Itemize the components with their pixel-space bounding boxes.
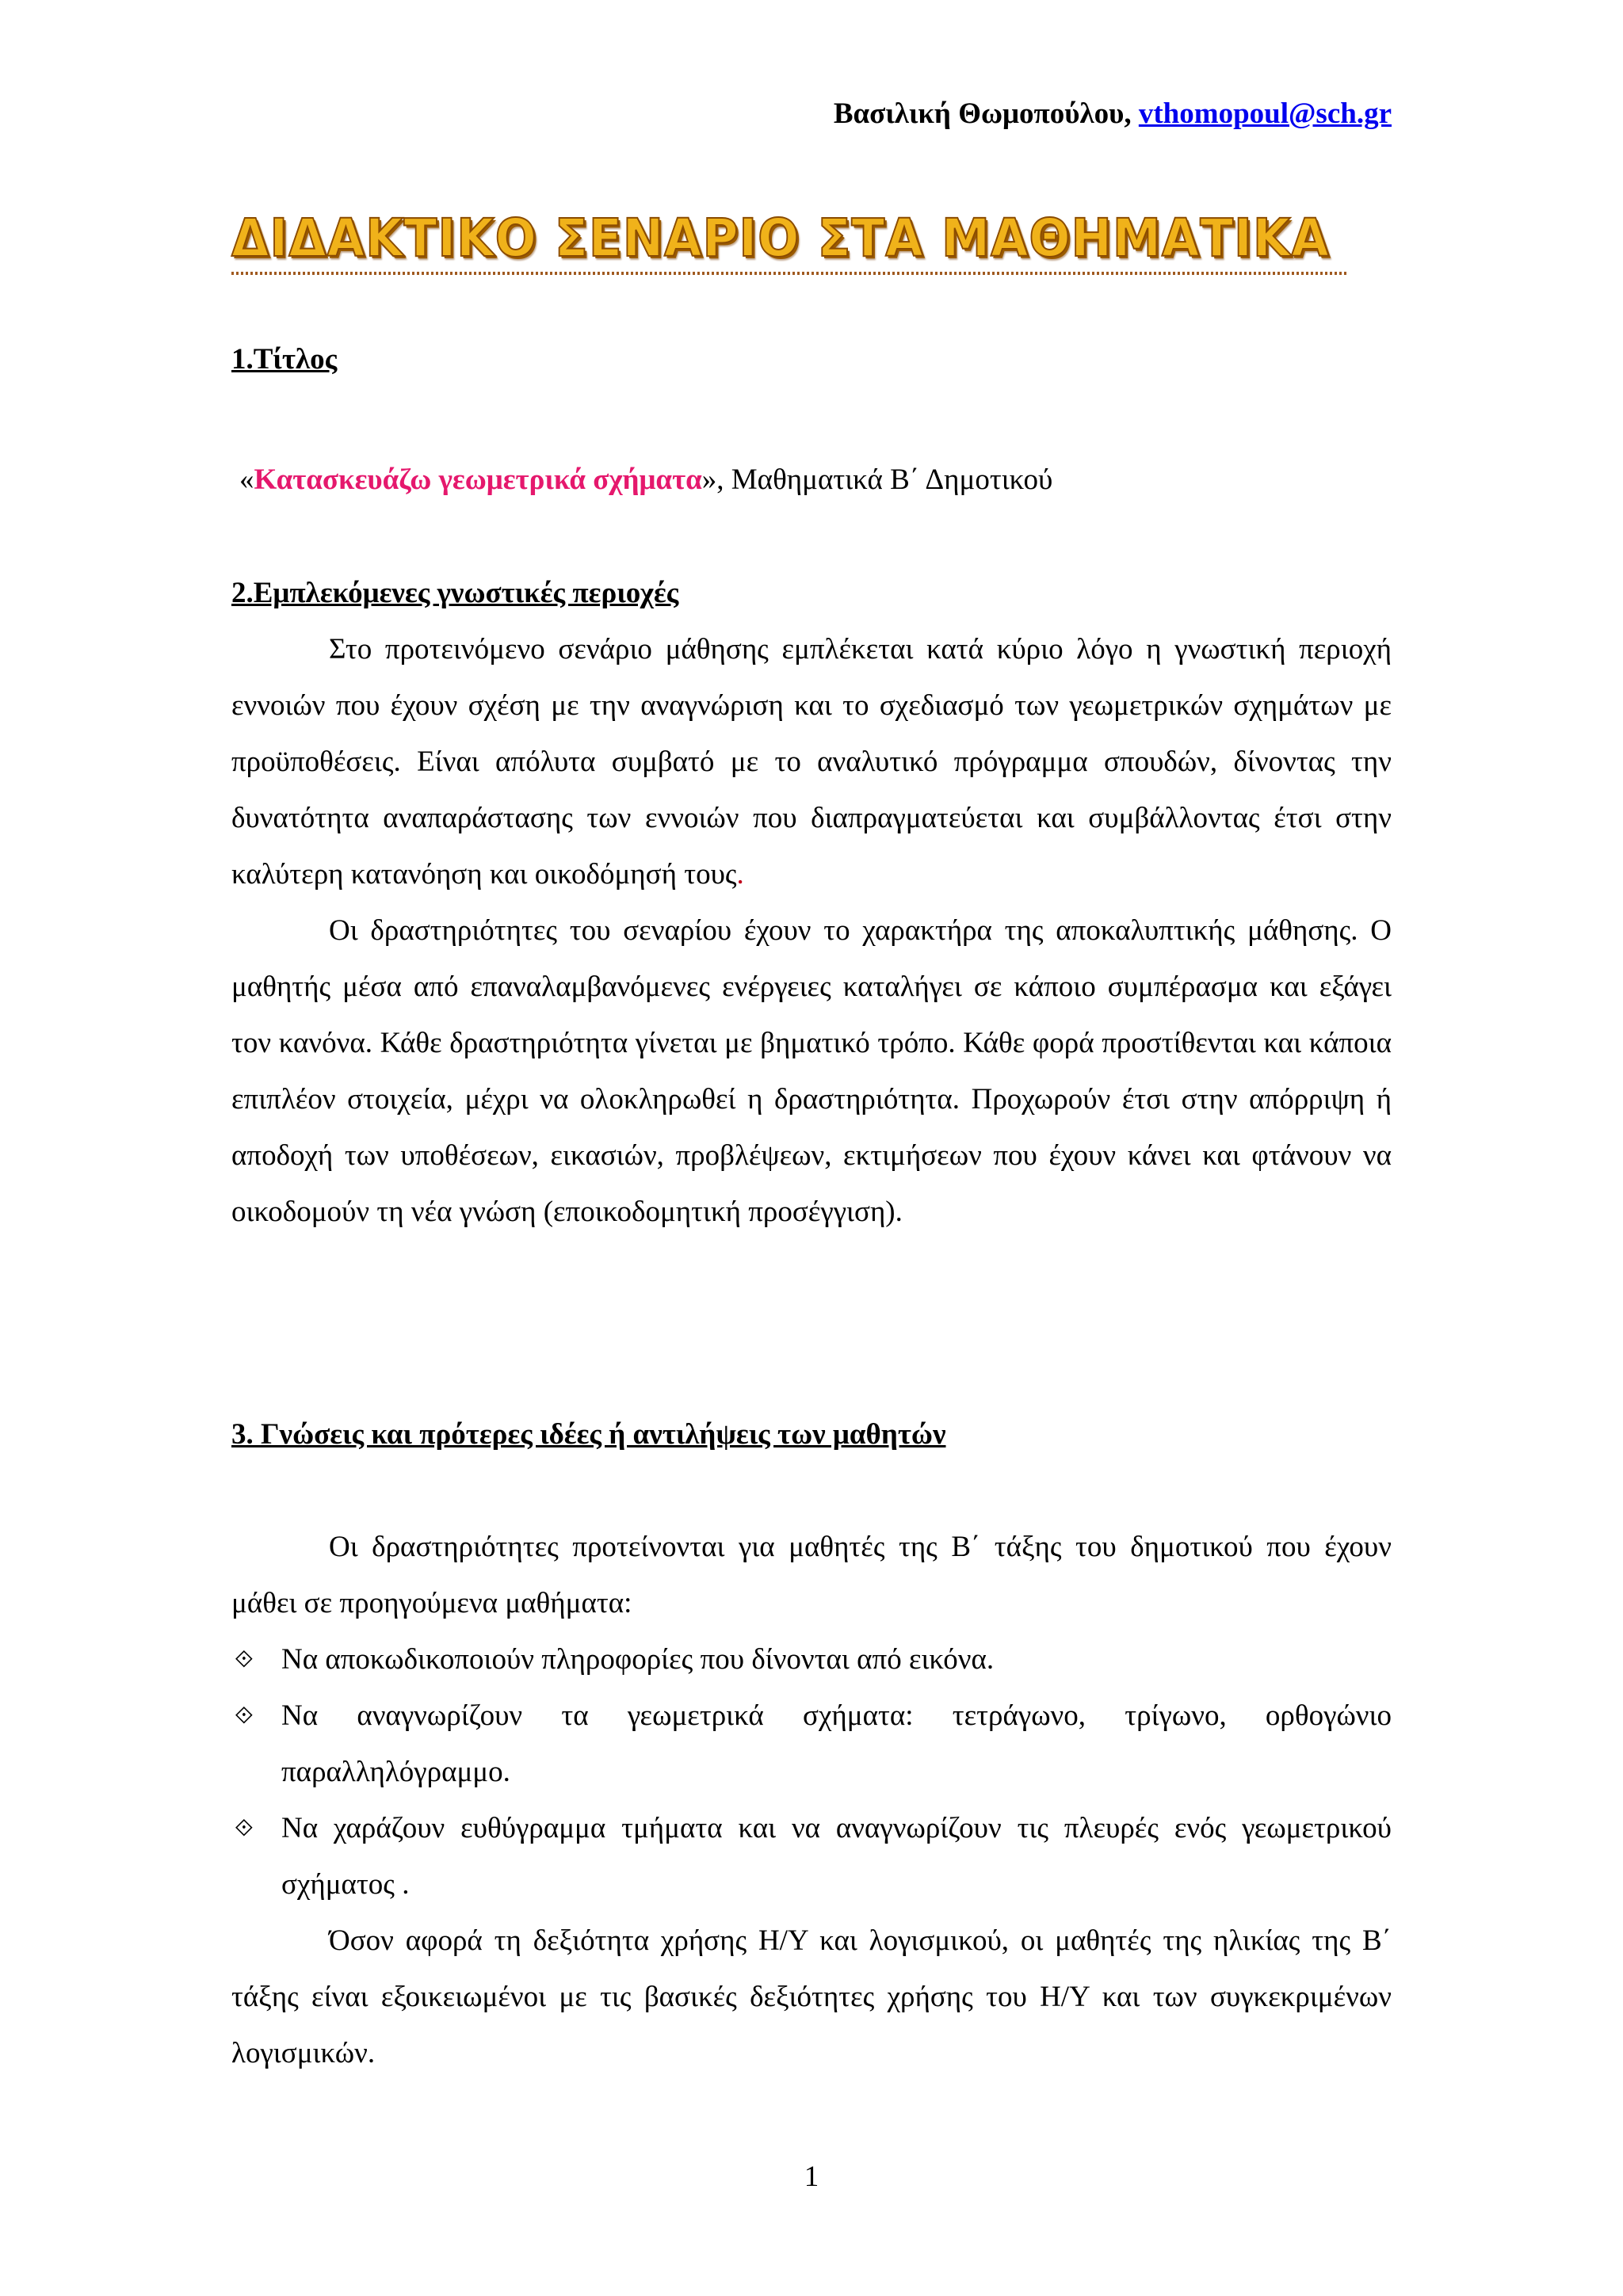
title-dotted-underline bbox=[231, 272, 1349, 275]
open-quote: « bbox=[239, 463, 254, 496]
section-3-heading-block bbox=[231, 1406, 1392, 1463]
author-email-link[interactable]: vthomopoul@sch.gr bbox=[1138, 97, 1392, 130]
section-2-heading: 2.Εμπλεκόμενες γνωστικές περιοχές bbox=[231, 577, 679, 609]
list-item bbox=[231, 1688, 1392, 1800]
prior-knowledge-list bbox=[231, 1631, 1392, 1913]
section-2-paragraph-2: Οι δραστηριότητες του σεναρίου έχουν το χαρακτήρα της αποκαλυπτικής μάθησης. Ο μαθητής μέσα από επαναλαμβανόμενες ενέργειες καταλήγει σε κάποιο συμπέρασμα και εξάγει τον κανόνα. Κάθε δραστηριότητα γίνεται με βηματικό τρόπο. Κάθε φορά προστίθενται και κάποια επιπλέον στοιχεία, μέχρι να ολοκληρωθεί η δραστηριότητα. Προχωρούν έτσι στην απόρριψη ή αποδοχή των υποθέσεων, εικασιών, προβλέψεων, εκτιμήσεων που έχουν κάνει και φτάνουν να οικοδομούν τη νέα γνώση (εποικοδομητική προσέγγιση). bbox=[231, 914, 1392, 1228]
section-1-heading: 1.Τίτλος bbox=[231, 343, 338, 376]
diamond-bullet-icon: ⟐ bbox=[235, 1646, 254, 1673]
section-3-intro: Οι δραστηριότητες προτείνονται για μαθητές της Β΄ τάξης του δημοτικού που έχουν μάθει σε προηγούμενα μαθήματα: bbox=[231, 1531, 1392, 1619]
scenario-title-rest: », Μαθηματικά Β΄ Δημοτικού bbox=[701, 463, 1053, 496]
section-3-heading: 3. Γνώσεις και πρότερες ιδέες ή αντιλήψεις των μαθητών bbox=[231, 1418, 946, 1451]
author-name: Βασιλική Θωμοπούλου, bbox=[833, 97, 1139, 130]
section-1-heading-block bbox=[231, 331, 1392, 387]
list-item bbox=[231, 1800, 1392, 1913]
diamond-bullet-icon: ⟐ bbox=[235, 1814, 254, 1842]
scenario-title-line bbox=[239, 452, 1400, 508]
scenario-title-highlight: Κατασκευάζω γεωμετρικά σχήματα bbox=[254, 463, 702, 496]
diamond-bullet-icon: ⟐ bbox=[235, 1702, 254, 1730]
document-title-block bbox=[231, 208, 1349, 275]
paragraph-1-text: Στο προτεινόμενο σενάριο μάθησης εμπλέκεται κατά κύριο λόγο η γνωστική περιοχή εννοιών που έχουν σχέση με την αναγνώριση και το σχεδιασμό των γεωμετρικών σχημάτων με προϋποθέσεις. Είναι απόλυτα συμβατό με το αναλυτικό πρόγραμμα σπουδών, δίνοντας την δυνατότητα αναπαράστασης των εννοιών που διαπραγματεύεται και συμβάλλοντας έτσι στην καλύτερη κατανόηση και οικοδόμησή τους bbox=[231, 633, 1392, 891]
document-title: ΔΙΔΑΚΤΙΚΟ ΣΕΝΑΡΙΟ ΣΤΑ ΜΑΘΗΜΑΤΙΚΑ bbox=[231, 208, 1330, 269]
list-item-text: Να χαράζουν ευθύγραμμα τμήματα και να αναγνωρίζουν τις πλευρές ενός γεωμετρικού σχήματος . bbox=[281, 1812, 1392, 1901]
section-3-closing-block bbox=[231, 1913, 1392, 2081]
section-3-closing: Όσον αφορά τη δεξιότητα χρήσης Η/Υ και λογισμικού, οι μαθητές της ηλικίας της Β΄ τάξης είναι εξοικειωμένοι με τις βασικές δεξιότητες χρήσης του Η/Υ και των συγκεκριμένων λογισμικών. bbox=[231, 1924, 1392, 2069]
section-3-intro-block bbox=[231, 1519, 1392, 1631]
section-2-paragraph-1 bbox=[231, 621, 1392, 902]
page-header bbox=[834, 97, 1392, 131]
list-item-text: Να αποκωδικοποιούν πληροφορίες που δίνονται από εικόνα. bbox=[281, 1643, 995, 1676]
paragraph-1-end-mark: . bbox=[736, 858, 744, 891]
page-number: 1 bbox=[804, 2161, 819, 2193]
section-2-block bbox=[231, 565, 1392, 1240]
list-item bbox=[231, 1631, 1392, 1688]
list-item-text: Να αναγνωρίζουν τα γεωμετρικά σχήματα: τετράγωνο, τρίγωνο, ορθογώνιο παραλληλόγραμμο. bbox=[281, 1699, 1392, 1788]
